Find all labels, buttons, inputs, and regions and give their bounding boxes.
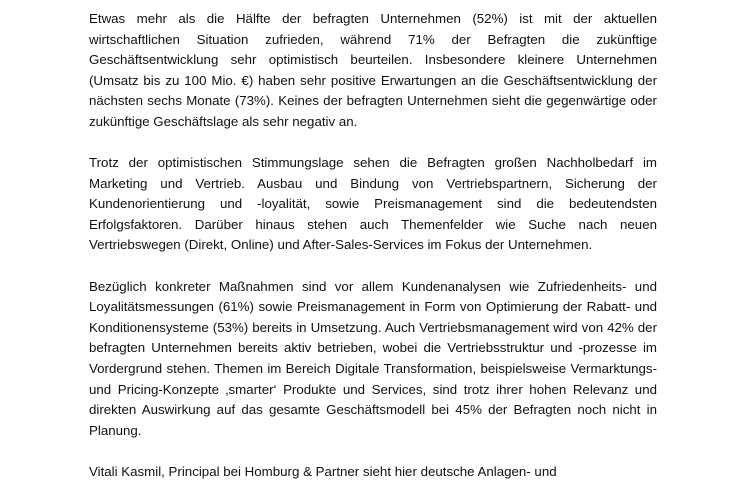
paragraph-marketing-sales: Trotz der optimistischen Stimmungslage sehen die Befragten großen Nachholbedarf im Marketing und Vertrieb. Ausbau und Bindung von Vertriebspartnern, Sicherung der Kundenorientierung und -loyalität, sowie Preismanagement sind die bedeutendsten Erfolgsfaktoren. Darüber hinaus stehen auch Themenfelder wie Suche nach neuen Vertriebswegen (Direkt, Online) und After-Sales-Services im Fokus der Unternehmen. <box>89 155 657 253</box>
paragraph-quote-start: Vitali Kasmil, Principal bei Homburg & Partner sieht hier deutsche Anlagen- und <box>89 463 557 479</box>
paragraph-business-situation: Etwas mehr als die Hälfte der befragten Unternehmen (52%) ist mit der aktuellen wirtschaftlichen Situation zufrieden, während 71% der Befragten die zukünftige Geschäftsentwicklung sehr optimistisch beurteilen. Insbesondere kleinere Unternehmen (Umsatz bis zu 100 Mio. €) haben sehr positive Erwartungen an die Geschäftsentwicklung der nächsten sechs Monate (73%). Keines der befragten Unternehmen sieht die gegenwärtige oder zukünftige Geschäftslage als sehr negativ an. <box>89 11 657 129</box>
document-page <box>89 9 657 503</box>
paragraph-measures: Bezüglich konkreter Maßnahmen sind vor allem Kundenanalysen wie Zufriedenheits- und Loyalitätsmessungen (61%) sowie Preismanagement in Form von Optimierung der Rabatt- und Konditionensysteme (53%) bereits in Umsetzung. Auch Vertriebsmanagement wird von 42% der befragten Unternehmen bereits aktiv betrieben, wobei die Vertriebsstruktur und -prozesse im Vordergrund stehen. Themen im Bereich Digitale Transformation, beispielsweise Vermarktungs- und Pricing-Konzepte ‚smarter‘ Produkte und Services, sind trotz ihrer hohen Relevanz und direkten Auswirkung auf das gesamte Geschäftsmodell bei 45% der Befragten noch nicht in Planung. <box>89 278 657 438</box>
